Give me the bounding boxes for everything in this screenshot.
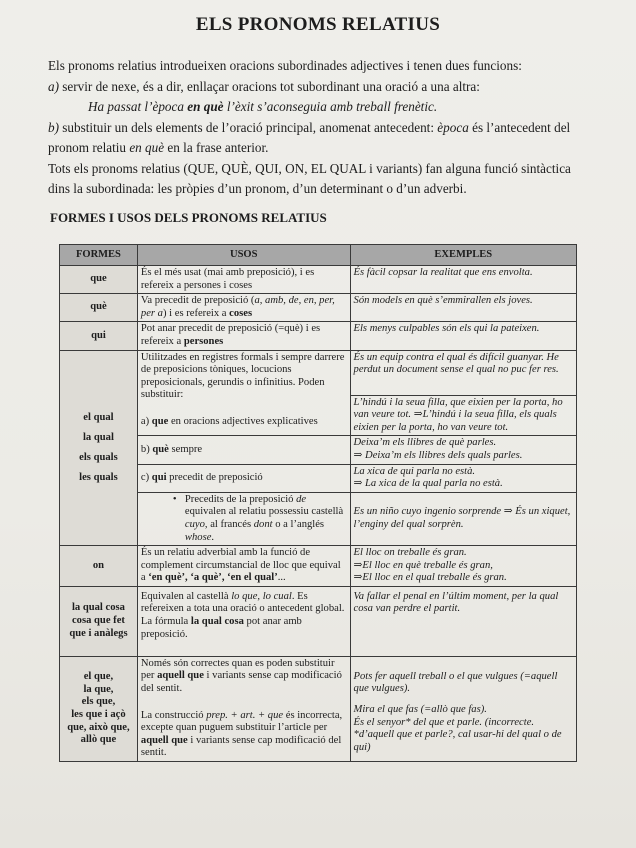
bullet-italic: cuyo xyxy=(184,518,205,530)
usos-label: c) xyxy=(140,471,152,483)
usos-que: És el més usat (mai amb preposició), i es refereix a persones i coses xyxy=(137,266,350,294)
forma-que-accent: què xyxy=(60,294,138,322)
bullet-dot-icon: • xyxy=(172,493,177,505)
example-bold: en què xyxy=(187,99,224,114)
bullet-part: equivalen al relatiu possessiu castellà xyxy=(184,506,344,518)
usos-bold: què xyxy=(152,443,169,455)
example-line: ⇒El lloc en què treballe és gran, xyxy=(353,559,493,571)
table-row-la-qual-cosa xyxy=(60,586,577,656)
exemple-el-qual-intro: És un equip contra el qual és difícil guanyar. He perdut un document sense el qual no puc fer res. xyxy=(350,350,576,395)
b-text-mid: és l’antecedent del pronom relatiu xyxy=(48,119,571,155)
table-row-qui xyxy=(60,322,577,350)
exemple-qui: Els menys culpables són els qui la pateixen. xyxy=(350,322,576,350)
intro-a-label: a) xyxy=(48,78,59,94)
usos-text: ) i es refereix a xyxy=(162,307,230,319)
usos-text: Només són correctes quan es poden substituir per xyxy=(140,657,335,682)
b-text-end: en la frase anterior. xyxy=(164,140,269,155)
example-line: La xica de qui parla no està. xyxy=(353,465,476,477)
forma-els-que: els que, xyxy=(81,696,116,708)
example-start: Ha passat l’època xyxy=(88,99,188,114)
spacer xyxy=(354,696,573,704)
forma-aixo-que: que, això que, xyxy=(67,721,130,733)
header-exemples: EXEMPLES xyxy=(350,245,576,266)
bullet-part: Precedits de la preposició xyxy=(184,493,297,505)
exemple-la-qual-cosa: Va fallar el penal en l’últim moment, per la qual cosa van perdre el partit. xyxy=(350,586,576,656)
exemple-on xyxy=(350,546,576,587)
b-italic1: època xyxy=(437,119,469,135)
intro-line4: Tots els pronoms relatius (QUE, QUÈ, QUI, ON, EL QUAL i variants) fan alguna funció sintàctica dins la subordinada: les pròpies d’un pronom, d’un determinant o d’un adverbi. xyxy=(48,160,571,196)
forma-el-qual: el qual xyxy=(83,411,114,423)
example-line: És el senyor* del que et parle. (incorrecte. *d’aquell que et parle?, cal usar-hi del qual o de qui) xyxy=(353,716,562,753)
table-row-el-qual-bullet xyxy=(60,492,577,545)
usos-bold: ‘en què’, ‘a què’, ‘en el qual’ xyxy=(148,572,278,584)
example-line: Deixa’m els llibres de què parles. xyxy=(353,437,497,449)
usos-bold: aquell que xyxy=(157,670,204,682)
forma-allo-que: allò que xyxy=(80,734,117,746)
usos-text: en oracions adjectives explicatives xyxy=(168,415,318,427)
intro-section xyxy=(48,56,588,200)
example-end: l’èxit s’aconseguia amb treball frenètic. xyxy=(223,99,438,114)
usos-bold: persones xyxy=(183,335,224,347)
usos-bold: la qual cosa xyxy=(190,616,244,628)
exemple-que: És fàcil copsar la realitat que ens envolta. xyxy=(350,266,576,294)
forma-on: on xyxy=(60,546,138,587)
usos-el-qual-b xyxy=(137,436,350,464)
example-line: ⇒ Deixa’m els llibres dels quals parles. xyxy=(353,449,523,461)
intro-example xyxy=(48,97,588,118)
exemple-el-qual-c xyxy=(350,464,576,492)
usos-a xyxy=(141,416,347,429)
usos-text: . Es refereixen a tota una oració o antecedent global. La fórmula xyxy=(140,590,345,628)
usos-bold: aquell que xyxy=(140,734,188,746)
forma-la-qual-cosa: la qual cosa cosa que fet que i anàlegs xyxy=(60,586,138,656)
formes-el-qual xyxy=(60,350,138,546)
usos-que-accent xyxy=(137,294,350,322)
usos-text: Pot anar precedit de preposició (=què) i es refereix a xyxy=(140,323,321,347)
usos-italic: prep. + art. + que xyxy=(206,709,284,721)
forma-la-qual: la qual xyxy=(82,431,114,443)
bullet-italic: dont xyxy=(253,518,273,530)
intro-line1: Els pronoms relatius introdueixen oracions subordinades adjectives i tenen dues funcions: xyxy=(48,58,522,73)
exemple-que-accent: Són models en què s’emmirallen els joves. xyxy=(350,294,576,322)
b-text-start: substituir un dels elements de l’oració principal, anomenat antecedent: xyxy=(62,119,438,135)
table-row-el-que xyxy=(60,656,577,761)
usos-text: Va precedit de preposició ( xyxy=(140,295,255,307)
forma-que: que xyxy=(60,266,138,294)
exemple-el-qual-b xyxy=(350,436,576,464)
usos-on xyxy=(137,546,350,587)
header-usos: USOS xyxy=(137,245,350,266)
usos-text: i variants sense cap modificació del sentit. xyxy=(140,734,342,759)
forma-el-que: el que, xyxy=(83,671,114,683)
bullet-part: , al francés xyxy=(204,518,254,530)
usos-la-qual-cosa xyxy=(137,586,350,656)
bullet-part: . xyxy=(211,531,215,543)
usos-el-qual-bullet xyxy=(137,492,350,545)
table-row-que-accent xyxy=(60,294,577,322)
usos-el-qual-c xyxy=(137,464,350,492)
example-line: Mira el que fas (=allò que fas). xyxy=(353,704,487,716)
formes-el-que xyxy=(60,656,138,761)
usos-text: És un relatiu adverbial amb la funció de complement circumstancial de lloc que equival a xyxy=(140,547,341,584)
usos-text: és incorrecta, excepte quan puguem substituir l’article per xyxy=(140,709,343,734)
table-row-que xyxy=(60,266,577,294)
forma-les-que: les que i açò xyxy=(71,708,126,720)
usos-italic: lo que, lo cual xyxy=(231,590,292,602)
bullet-text xyxy=(185,494,347,544)
example-line: ⇒El lloc en el qual treballe és gran. xyxy=(353,572,507,584)
intro-line-b xyxy=(48,118,588,159)
example-line: Pots fer aquell treball o el que vulgues (=aquell que vulgues). xyxy=(353,670,558,695)
usos-el-que-1 xyxy=(141,658,347,696)
forma-les-quals: les quals xyxy=(79,471,118,483)
spacer xyxy=(141,696,347,710)
table-row-on xyxy=(60,546,577,587)
exemple-el-qual-bullet: Es un niño cuyo ingenio sorprende ⇒ És un xiquet, l’enginy del qual sorprèn. xyxy=(350,492,576,545)
exemple-el-que xyxy=(350,656,576,761)
header-formes: FORMES xyxy=(60,245,138,266)
section-subtitle: FORMES I USOS DELS PRONOMS RELATIUS xyxy=(50,210,327,225)
table-row-el-qual-c xyxy=(60,464,577,492)
usos-text: pot anar amb preposició. xyxy=(140,616,302,640)
bullet-italic: de xyxy=(296,493,307,505)
usos-qui xyxy=(137,322,350,350)
b-italic2: en què xyxy=(129,140,165,155)
intro-b-label: b) xyxy=(48,119,59,135)
usos-el-que-2 xyxy=(141,710,347,760)
forma-els-quals: els quals xyxy=(79,451,118,463)
bullet-item xyxy=(141,494,347,544)
usos-bold: qui xyxy=(151,471,167,483)
example-line: El lloc on treballe és gran. xyxy=(353,547,467,559)
table-row-el-qual-b xyxy=(60,436,577,464)
usos-text: sempre xyxy=(168,443,203,455)
forma-qui: qui xyxy=(60,322,138,350)
usos-text: i variants sense cap modificació del sentit. xyxy=(140,670,342,695)
intro-line-a xyxy=(48,77,588,98)
usos-el-qual-intro xyxy=(137,350,350,436)
usos-label: b) xyxy=(140,443,153,455)
usos-el-que xyxy=(137,656,350,761)
usos-italic: a, amb, de, en, per, per a xyxy=(140,295,335,319)
usos-label: a) xyxy=(140,415,152,427)
usos-intro-text: Utilitzades en registres formals i sempre darrere de preposicions tòniques, locucions preposicionals, gerundis o infinitius. Poden substituir: xyxy=(140,351,345,401)
exemple-el-qual-a: L’hindú i la seua filla, que eixien per la porta, ho van veure tot. ⇒L’hindú i la seua filla, els quals eixien per la porta, ho van veure tot. xyxy=(350,395,576,436)
forma-la-que: la que, xyxy=(83,683,114,695)
usos-text: Equivalen al castellà xyxy=(140,590,232,602)
example-line: ⇒ La xica de la qual parla no està. xyxy=(353,478,503,490)
usos-bold: coses xyxy=(229,307,253,319)
bullet-italic: whose xyxy=(184,531,212,543)
bullet-part: o a l’anglés xyxy=(272,518,325,530)
table-row-el-qual-intro xyxy=(60,350,577,395)
usos-text: ... xyxy=(277,572,286,584)
usos-text: La construcció xyxy=(140,709,207,721)
page-title: ELS PRONOMS RELATIUS xyxy=(195,14,441,35)
relatius-table xyxy=(59,244,577,762)
table-header-row xyxy=(60,245,577,266)
usos-text: precedit de preposició xyxy=(166,471,263,483)
intro-a-text: servir de nexe, és a dir, enllaçar oracions tot subordinant una oració a una altra: xyxy=(62,78,480,94)
usos-bold: que xyxy=(151,415,169,427)
